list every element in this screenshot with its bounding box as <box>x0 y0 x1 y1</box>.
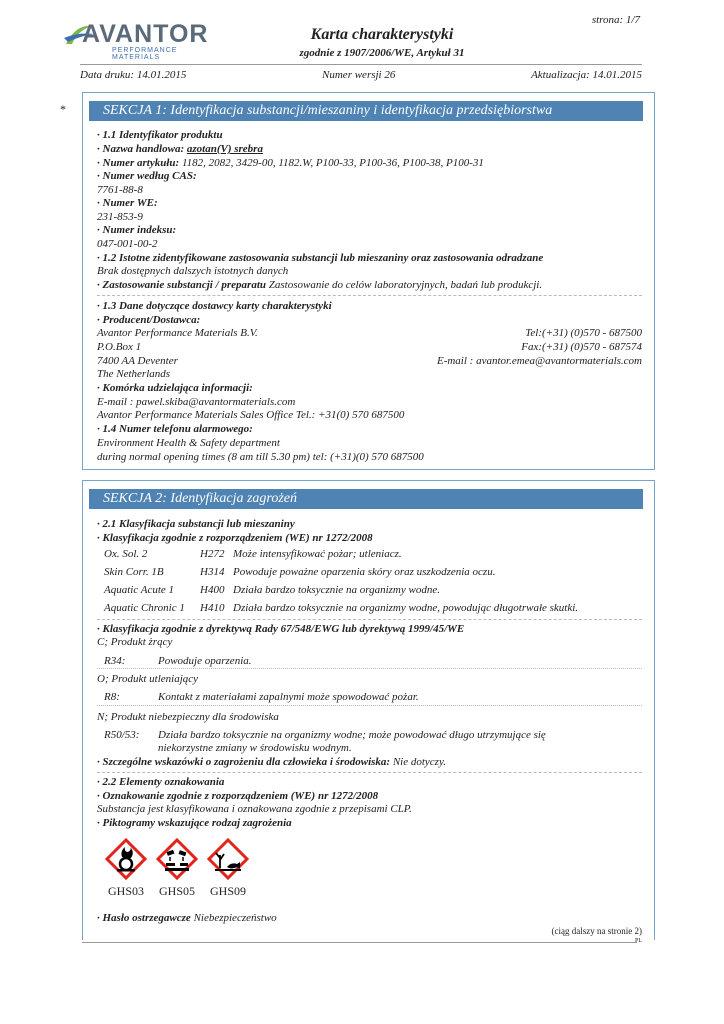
s2-signal-word: · Hasło ostrzegawcze Niebezpieczeństwo <box>97 912 277 924</box>
s2-line: · Klasyfikacja zgodnie z rozporządzeniem (WE) nr 1272/2008 <box>97 532 373 544</box>
s1-line: · Producent/Dostawca: <box>97 314 201 326</box>
header-divider <box>80 64 642 65</box>
hazard-text: Może intensyfikować pożar; utleniacz. <box>233 548 402 560</box>
ghs03-oxidizer-icon <box>105 838 147 880</box>
divider <box>97 772 642 773</box>
s1-line: · Numer według CAS: <box>97 170 197 182</box>
divider <box>97 705 642 706</box>
print-date: Data druku: 14.01.2015 <box>80 69 187 81</box>
s1-line: · 1.4 Numer telefonu alarmowego: <box>97 423 253 435</box>
s1-line: 231-853-9 <box>97 211 143 223</box>
hazard-class: Skin Corr. 1B <box>104 566 164 578</box>
logo-subtext: PERFORMANCE MATERIALS <box>112 47 178 61</box>
s1-line: · 1.2 Istotne zidentyfikowane zastosowania substancji lub mieszaniny oraz zastosowania odradzane <box>97 252 544 264</box>
hazard-class: Aquatic Chronic 1 <box>104 602 185 614</box>
s1-usage: · Zastosowanie substancji / preparatu Zastosowanie do celów laboratoryjnych, badań lub produkcji. <box>97 279 543 291</box>
s2-line: · Oznakowanie zgodnie z rozporządzeniem (WE) nr 1272/2008 <box>97 790 379 802</box>
s1-line: 7400 AA Deventer <box>97 355 178 367</box>
s2-line: C; Produkt żrący <box>97 636 173 648</box>
hazard-class: Ox. Sol. 2 <box>104 548 148 560</box>
risk-text: niekorzystne zmiany w środowisku wodnym. <box>158 742 352 754</box>
hazard-text: Powoduje poważne oparzenia skóry oraz uszkodzenia oczu. <box>233 566 496 578</box>
s1-line: during normal opening times (8 am till 5.30 pm) tel: (+31)(0) 570 687500 <box>97 451 424 463</box>
change-marker: * <box>60 102 66 116</box>
divider <box>97 619 642 620</box>
divider <box>97 668 642 669</box>
risk-code: R34: <box>104 655 126 667</box>
s1-phone: Tel:(+31) (0)570 - 687500 <box>525 327 642 339</box>
hazard-class: Aquatic Acute 1 <box>104 584 175 596</box>
s1-line: 047-001-00-2 <box>97 238 158 250</box>
s1-line: Environment Health & Safety department <box>97 437 280 449</box>
section-1-header: SEKCJA 1: Identyfikacja substancji/mieszaniny i identyfikacja przedsiębiorstwa <box>89 101 643 121</box>
s1-line: · Komórka udzielająca informacji: <box>97 382 253 394</box>
hazard-text: Działa bardzo toksycznie na organizmy wodne. <box>233 584 440 596</box>
page-number: strona: 1/7 <box>591 14 640 26</box>
s1-line: P.O.Box 1 <box>97 341 142 353</box>
s2-line: · 2.2 Elementy oznakowania <box>97 776 225 788</box>
hazard-code: H272 <box>200 548 225 560</box>
logo-text: AVANTOR <box>82 20 209 48</box>
continued-note: (ciąg dalszy na stronie 2) <box>551 926 642 936</box>
version-number: Numer wersji 26 <box>322 69 396 81</box>
update-date: Aktualizacja: 14.01.2015 <box>531 69 642 81</box>
risk-code: R50/53: <box>104 729 140 741</box>
hazard-code: H410 <box>200 602 225 614</box>
document-title: Karta charakterystyki <box>310 26 454 43</box>
risk-text: Kontakt z materiałami zapalnymi może spowodować pożar. <box>158 691 419 703</box>
language-code: PL <box>634 938 642 944</box>
section-2-header: SEKCJA 2: Identyfikacja zagrożeń <box>89 489 643 509</box>
s1-fax: Fax:(+31) (0)570 - 687574 <box>521 341 642 353</box>
divider <box>97 295 642 296</box>
s1-line: The Netherlands <box>97 368 171 380</box>
risk-code: R8: <box>104 691 120 703</box>
document-meta <box>80 69 642 81</box>
s1-line: · Numer WE: <box>97 197 158 209</box>
s1-line: E-mail : pawel.skiba@avantormaterials.com <box>97 396 296 408</box>
ghs-code: GHS09 <box>210 884 247 898</box>
risk-text: Powoduje oparzenia. <box>158 655 252 667</box>
s1-line: Avantor Performance Materials B.V. <box>97 327 258 339</box>
s2-line: · Klasyfikacja zgodnie z dyrektywą Rady 67/548/EWG lub dyrektywą 1999/45/WE <box>97 623 465 635</box>
footer-divider <box>82 942 637 943</box>
ghs05-corrosive-icon <box>156 838 198 880</box>
s2-line: N; Produkt niebezpieczny dla środowiska <box>97 711 279 723</box>
hazard-code: H314 <box>200 566 225 578</box>
ghs-code: GHS03 <box>108 884 145 898</box>
hazard-text: Działa bardzo toksycznie na organizmy wodne, powodując długotrwałe skutki. <box>233 602 579 614</box>
s1-line: 7761-88-8 <box>97 184 143 196</box>
s1-email: E-mail : avantor.emea@avantormaterials.com <box>436 355 642 367</box>
s2-special-notes: · Szczególne wskazówki o zagrożeniu dla człowieka i środowiska: Nie dotyczy. <box>97 756 446 768</box>
s1-line: · 1.1 Identyfikator produktu <box>97 129 223 141</box>
hazard-code: H400 <box>200 584 225 596</box>
s2-line: · Piktogramy wskazujące rodzaj zagrożenia <box>97 817 292 829</box>
s1-line: · Numer indeksu: <box>97 224 177 236</box>
s2-line: · 2.1 Klasyfikacja substancji lub mieszaniny <box>97 518 295 530</box>
s1-line: Avantor Performance Materials Sales Office Tel.: +31(0) 570 687500 <box>97 409 405 421</box>
s1-trade-name: · Nazwa handlowa: azotan(V) srebra <box>97 143 263 155</box>
ghs-code: GHS05 <box>159 884 196 898</box>
ghs09-environment-icon <box>207 838 249 880</box>
document-subtitle: zgodnie z 1907/2006/WE, Artykuł 31 <box>299 47 465 59</box>
s1-line: · 1.3 Dane dotyczące dostawcy karty charakterystyki <box>97 300 332 312</box>
s2-line: Substancja jest klasyfikowana i oznakowana zgodnie z przepisami CLP. <box>97 803 412 815</box>
s1-line: Brak dostępnych dalszych istotnych danych <box>97 265 289 277</box>
s2-line: O; Produkt utleniający <box>97 673 199 685</box>
s1-article-number: · Numer artykułu: 1182, 2082, 3429-00, 1182.W, P100-33, P100-36, P100-38, P100-31 <box>97 157 484 169</box>
risk-text: Działa bardzo toksycznie na organizmy wodne; może powodować długo utrzymujące się <box>158 729 546 741</box>
